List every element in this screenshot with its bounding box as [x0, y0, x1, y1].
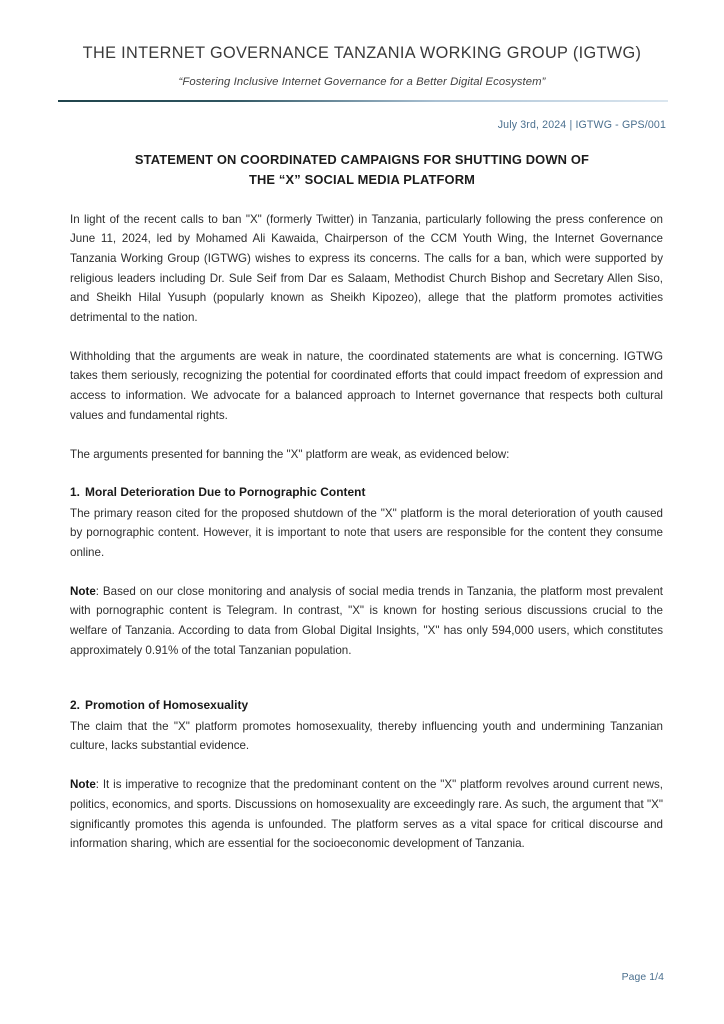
- document-title-line-2: THE “X” SOCIAL MEDIA PLATFORM: [248, 171, 476, 187]
- section-1-paragraph: The primary reason cited for the proposed shutdown of the "X" platform is the moral deterioration of youth caused by pornographic content. However, it is important to note that users are responsible for the content they consume online.: [70, 506, 663, 559]
- spacer: [70, 679, 663, 696]
- section-1-heading: [70, 483, 663, 502]
- section-2-note-label: Note: [70, 778, 96, 792]
- section-2-note: [70, 775, 663, 854]
- section-1-note-label: Note: [70, 584, 96, 598]
- page-number: Page 1/4: [621, 972, 664, 983]
- organization-tagline: “Fostering Inclusive Internet Governance for a Better Digital Ecosystem”: [178, 75, 546, 88]
- document-title-line-1: STATEMENT ON COORDINATED CAMPAIGNS FOR SHUTTING DOWN OF: [134, 151, 590, 167]
- section-1-heading-text: Moral Deterioration Due to Pornographic Content: [85, 485, 366, 500]
- header-divider: [0, 100, 724, 102]
- section-2-heading: [70, 696, 663, 715]
- paragraph-concerns: Withholding that the arguments are weak in nature, the coordinated statements are what is concerning. IGTWG takes them seriously, recognizing the potential for coordinated efforts that could impact freedom of expression and access to information. We advocate for a balanced approach to Internet governance that respects both cultural values and fundamental rights.: [70, 349, 663, 422]
- section-2-note-text: : It is imperative to recognize that the predominant content on the "X" platform revolves around current news, politics, economics, and sports. Discussions on homosexuality are exceedingly rare. As such, the argument that "X" significantly promotes this agenda is unfounded. The platform serves as a vital space for critical discourse and information sharing, which are essential for the socioeconomic development of Tanzania.: [70, 778, 663, 851]
- document-body: [0, 210, 724, 854]
- section-2-heading-text: Promotion of Homosexuality: [85, 698, 249, 713]
- document-title: [0, 150, 724, 190]
- section-2-paragraph: The claim that the "X" platform promotes homosexuality, thereby influencing youth and undermining Tanzanian culture, lacks substantial evidence.: [70, 719, 663, 753]
- header-divider-line: [58, 100, 668, 102]
- paragraph-lead-in: The arguments presented for banning the "X" platform are weak, as evidenced below:: [70, 447, 510, 461]
- organization-title: THE INTERNET GOVERNANCE TANZANIA WORKING GROUP (IGTWG): [82, 44, 642, 62]
- section-2-number: 2.: [70, 698, 81, 713]
- spacer: [70, 464, 663, 483]
- section-1-note: [70, 582, 663, 661]
- section-1-number: 1.: [70, 485, 81, 500]
- paragraph-intro: In light of the recent calls to ban "X" (formerly Twitter) in Tanzania, particularly following the press conference on June 11, 2024, led by Mohamed Ali Kawaida, Chairperson of the CCM Youth Wing, the Internet Governance Tanzania Working Group (IGTWG) wishes to express its concerns. The calls for a ban, which were supported by religious leaders including Dr. Sule Seif from Dar es Salaam, Methodist Church Bishop and Secretary Allen Siso, and Sheikh Hilal Yusuph (popularly known as Sheikh Kipozeo), allege that the platform promotes activities detrimental to the nation.: [70, 212, 663, 325]
- section-1-note-text: : Based on our close monitoring and analysis of social media trends in Tanzania, the platform most prevalent with pornographic content is Telegram. In contrast, "X" is known for hosting serious discussions crucial to the welfare of Tanzania. According to data from Global Digital Insights, "X" has only 594,000 users, which constitutes approximately 0.91% of the total Tanzanian population.: [70, 584, 663, 657]
- letterhead: [0, 0, 724, 102]
- reference-line: July 3rd, 2024 | IGTWG - GPS/001: [497, 118, 666, 131]
